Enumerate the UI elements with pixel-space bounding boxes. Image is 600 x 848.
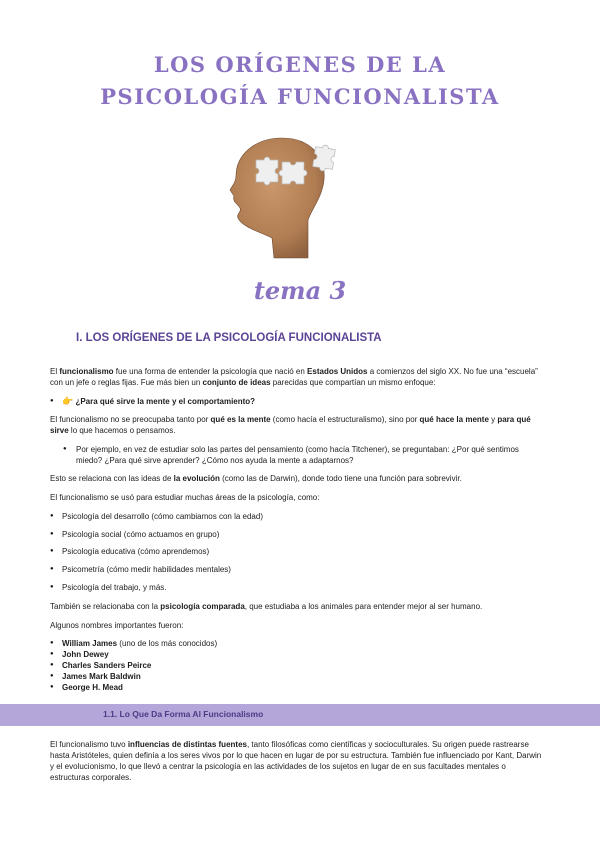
subsection-heading: 1.1. Lo Que Da Forma Al Funcionalismo — [103, 709, 264, 719]
head-with-puzzle-pieces-icon — [222, 132, 382, 260]
list-item-area: ● Psicología del desarrollo (cómo cambiamos con la edad) — [62, 511, 546, 522]
list-item-area: ● Psicología del trabajo, y más. — [62, 582, 546, 593]
paragraph-comparative: También se relacionaba con la psicología comparada, que estudiaba a los animales para entender mejor al ser humano. — [50, 602, 483, 611]
list-item-name: ● George H. Mead — [62, 682, 546, 693]
list-item-name: ● James Mark Baldwin — [62, 671, 546, 682]
paragraph-names-intro: Algunos nombres importantes fueron: — [50, 621, 184, 630]
title-line-2: PSICOLOGÍA FUNCIONALISTA — [100, 84, 500, 109]
example-list-item: ● Por ejemplo, en vez de estudiar solo las partes del pensamiento (como hacía Titchener), se preguntaban: ¿Por qué sentimos miedo? ¿Para qué sirve aprender? ¿Cómo nos ayuda la mente a adaptarnos? — [76, 444, 546, 466]
list-item-area: ● Psicología educativa (cómo aprendemos) — [62, 546, 546, 557]
pointing-hand-icon: 👉 — [62, 396, 74, 406]
paragraph-evolution: Esto se relaciona con las ideas de la evolución (como las de Darwin), donde todo tiene una función para sobrevivir. — [50, 474, 462, 483]
list-item-name: ● William James (uno de los más conocidos) — [62, 638, 546, 649]
key-question: ● 👉 ¿Para qué sirve la mente y el comportamiento? — [62, 396, 546, 407]
list-item-name: ● John Dewey — [62, 649, 546, 660]
subsection-banner — [0, 704, 600, 726]
paragraph-areas-intro: El funcionalismo se usó para estudiar muchas áreas de la psicología, como: — [50, 493, 320, 502]
paragraph-focus: El funcionalismo no se preocupaba tanto por qué es la mente (como hacía el estructuralismo), sino por qué hace la mente y para qué sirve lo que hacemos o pensamos. — [50, 415, 531, 435]
section-heading: I. LOS ORÍGENES DE LA PSICOLOGÍA FUNCIONALISTA — [76, 332, 382, 344]
topic-number: tema 3 — [253, 276, 347, 305]
paragraph-influences: El funcionalismo tuvo influencias de distintas fuentes, tanto filosóficas como científicas y socioculturales. Su origen puede rastrearse hasta Aristóteles, quien definía a los seres vivos por lo que hacen en lugar de por su estructura. También fue influenciado por Kant, Darwin y el evolucionismo, lo que llevó a centrar la psicología en las actividades de los sujetos en lugar de en sus facultades mentales o estructuras corporales. — [50, 740, 542, 782]
paragraph-intro: El funcionalismo fue una forma de entender la psicología que nació en Estados Unidos a comienzos del siglo XX. No fue una “escuela” con un jefe o reglas fijas. Fue más bien un conjunto de ideas parecidas que compartían un mismo enfoque: — [50, 367, 538, 387]
list-item-name: ● Charles Sanders Peirce — [62, 660, 546, 671]
list-item-area: ● Psicología social (cómo actuamos en grupo) — [62, 529, 546, 540]
title-line-1: LOS ORÍGENES DE LA — [153, 52, 447, 77]
list-item-area: ● Psicometría (cómo medir habilidades mentales) — [62, 564, 546, 575]
